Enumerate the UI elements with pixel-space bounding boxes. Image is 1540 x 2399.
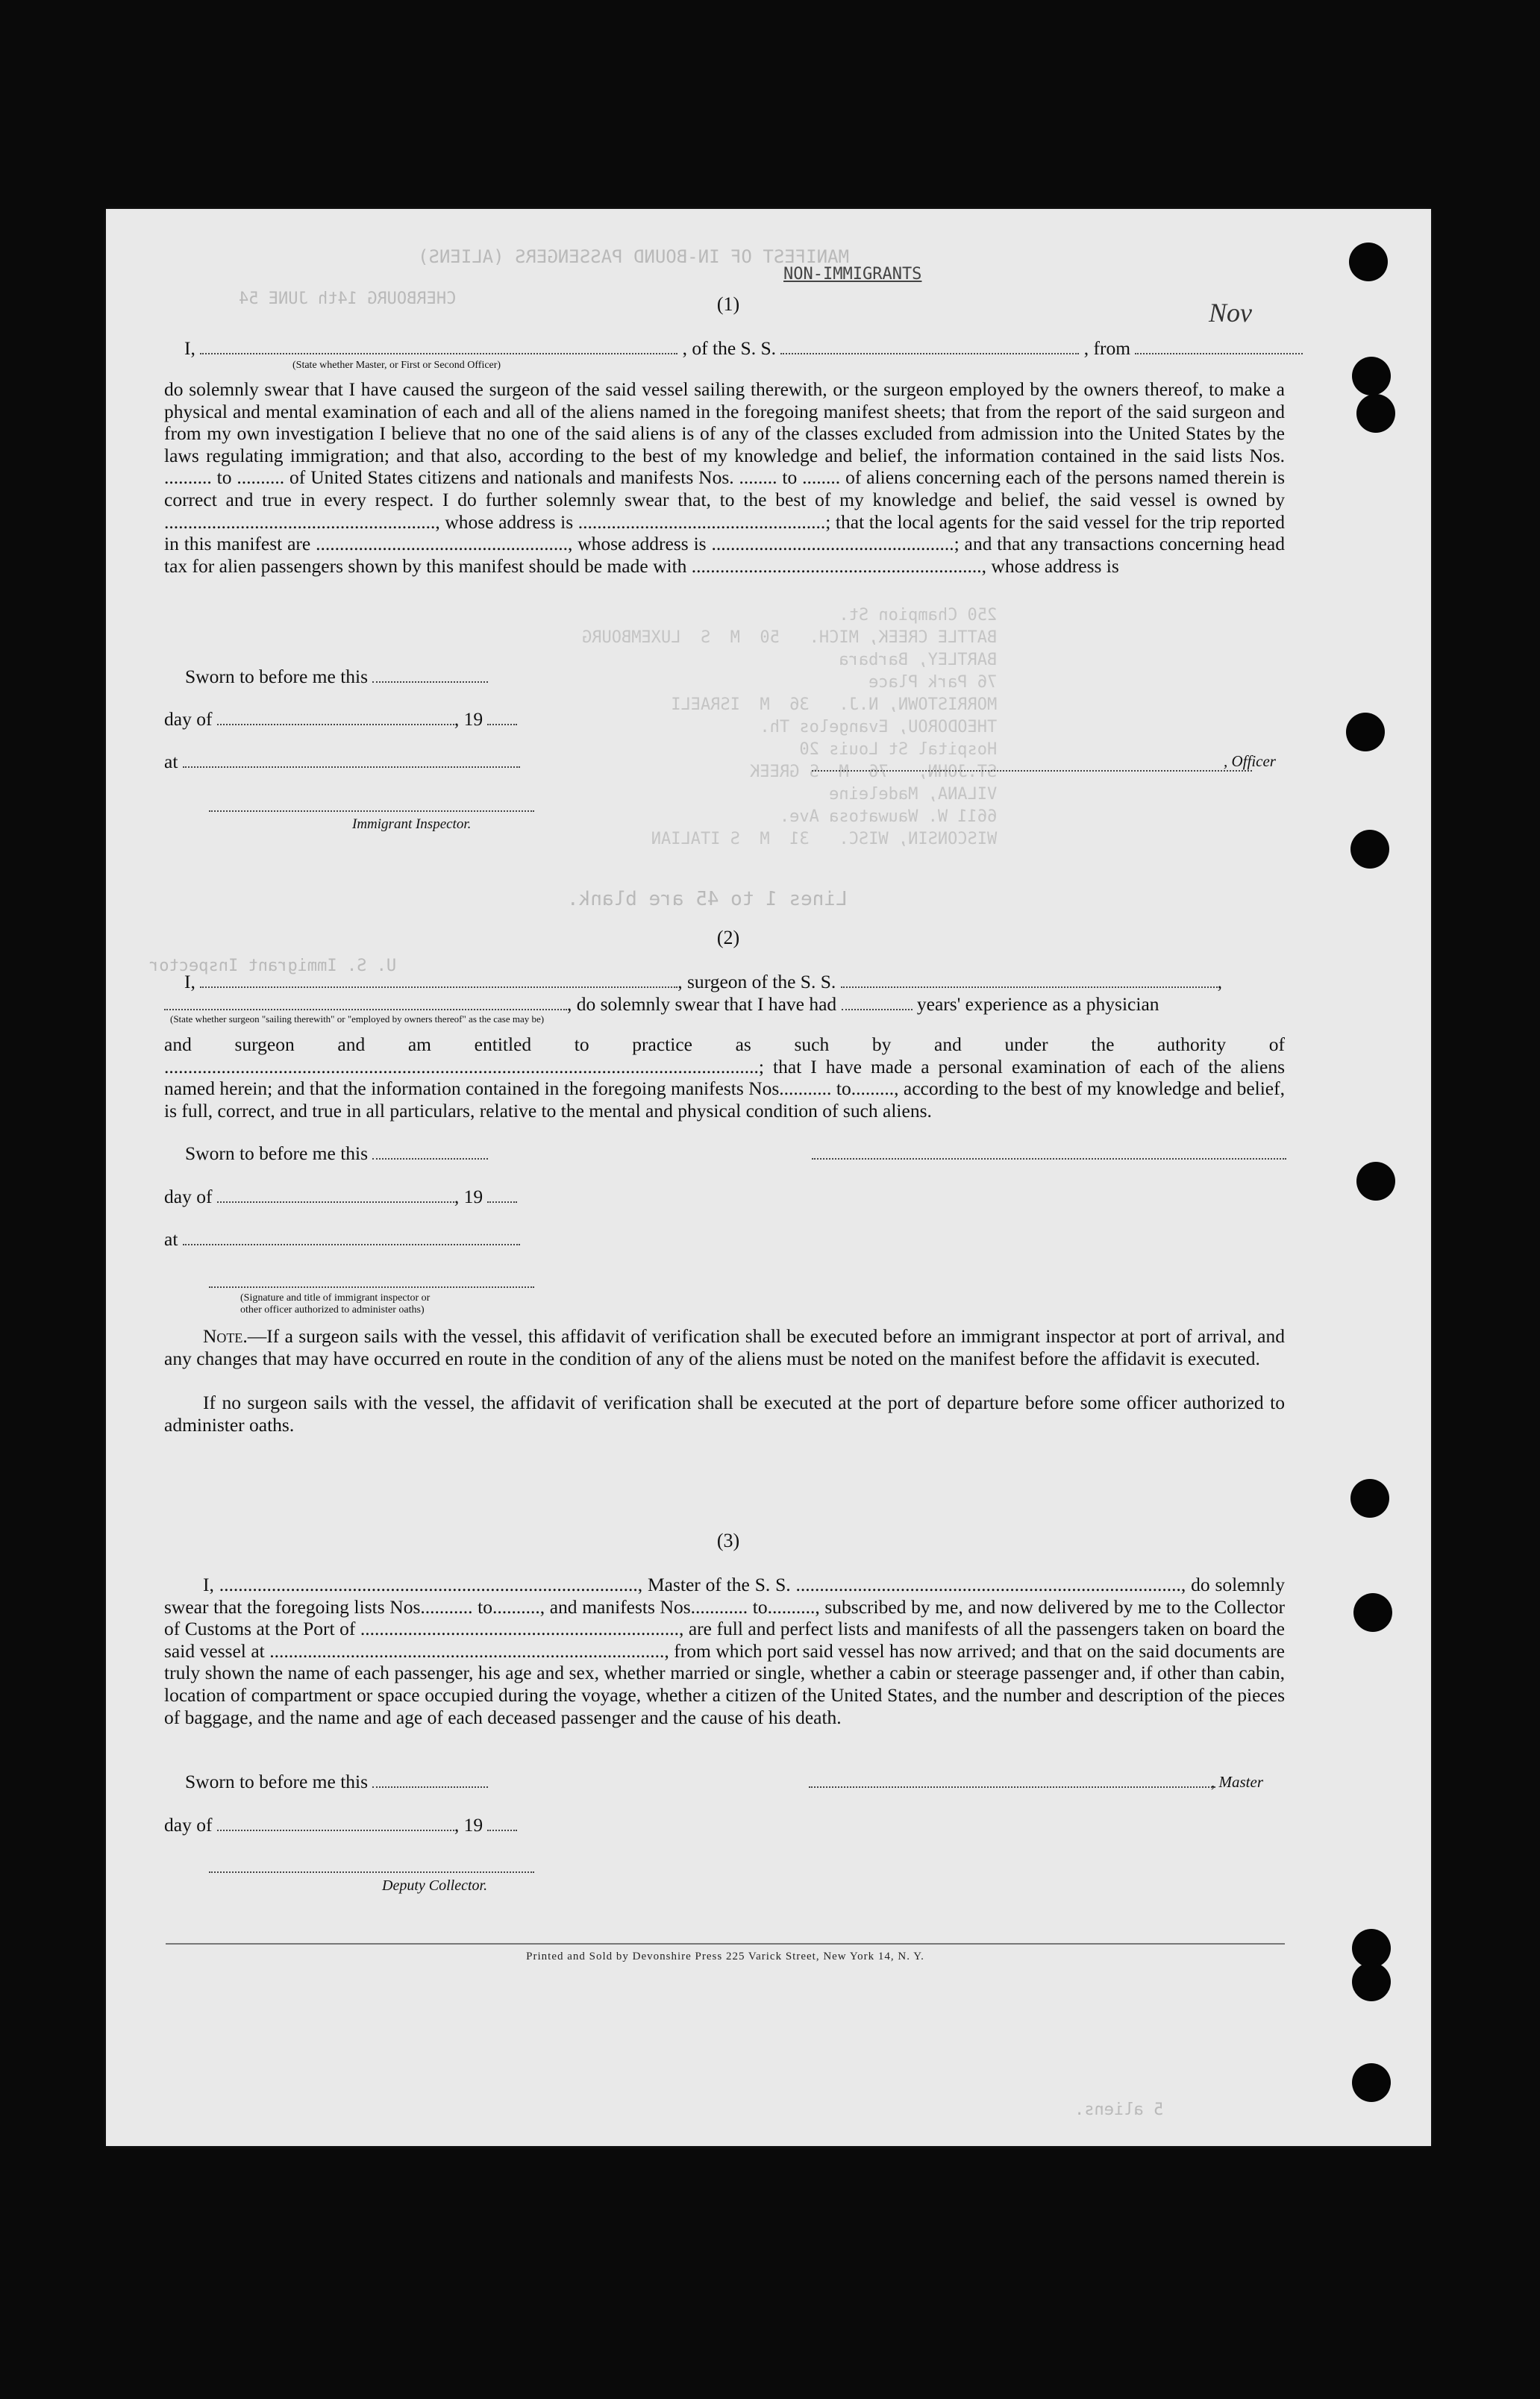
- section-1-number: (1): [716, 293, 740, 315]
- surgeon-ss-label: , surgeon of the S. S.: [677, 971, 836, 992]
- printer-footer: Printed and Sold by Devonshire Press 225 Varick Street, New York 14, N. Y.: [526, 1951, 924, 1962]
- day-blank-1: [217, 710, 454, 725]
- surgeon-name-blank: [200, 973, 677, 988]
- punch-hole: [1356, 1162, 1395, 1201]
- note-text-1: —If a surgeon sails with the vessel, this affidavit of verification shall be executed before an immigrant inspector at port of arrival, and any changes that may have occurred en route in the condition of any of the aliens must be noted on the manifest before the affidavit is executed.: [164, 1325, 1285, 1369]
- section-1-oath: do solemnly swear that I have caused the surgeon of the said vessel sailing therewith, or the surgeon employed by the owners thereof, to make a physical and mental examination of each and all of the aliens named in the foregoing manifest sheets; that from the report of the said surgeon and from my own investigation I believe that no one of the said aliens is of any of the classes excluded from admission into the United States by the laws regulating immigration; and that also, according to the best of my knowledge and belief, the information contained in the said lists Nos. .......... to .......... of United States citizens and nationals and manifests Nos. ........ to ........ of aliens concerning each of the persons named therein is correct and true in every respect. I do further solemnly swear that, to the best of my knowledge and belief, the said vessel is owned by ........................................................., whose address is ....................................................; that the local agents for the said vessel for the trip reported in this manifest are ....................................................., whose address is ...................................................; and that any transactions concerning head tax for alien passengers shown by this manifest should be made with ............................................................., whose address is: [164, 378, 1285, 577]
- immigrant-inspector-label: Immigrant Inspector.: [352, 816, 472, 832]
- at-label-2: at: [164, 1228, 178, 1250]
- collector-signature-line: [209, 1871, 534, 1873]
- ghost-bottom-line: 5 aliens.: [1074, 2101, 1164, 2119]
- state-note-2: (State whether surgeon "sailing therewith" or "employed by owners thereof" as the case may be): [170, 1013, 545, 1025]
- at-line-1: [164, 751, 520, 773]
- sworn-label-3: Sworn to before me this: [185, 1771, 369, 1792]
- at-blank-2: [183, 1230, 520, 1245]
- section-2-line-2: [164, 993, 1159, 1016]
- section-3-text: I, ........................................................................................, Master of the S. S. ................................................................................., do solemnly swear that the foregoing lists Nos........... to.........., and manifests Nos............ to.........., subscribed by me, and now delivered by me to the Collector of Customs at the Port of ..................................................................., are full and perfect lists and manifests of all the passengers taken on board the said vessel at ..................................................................................., from which port said vessel has now arrived; and that on the said documents are truly shown the name of each passenger, his age and sex, whether married or single, whether a cabin or steerage passenger and, if other than cabin, location of compartment or space occupied during the voyage, whether a citizen of the United States, and the number and description of the pieces of baggage, and the name and age of each deceased passenger and the cause of his death.: [164, 1574, 1285, 1728]
- sworn-blank-1: [372, 668, 488, 683]
- year-blank-1: [487, 710, 517, 725]
- at-line-2: [164, 1228, 520, 1251]
- punch-hole: [1349, 243, 1388, 281]
- section-2-oath: and surgeon and am entitled to practice as such by and under the authority of .............................................................................................................................; that I have made a personal examination of each of the aliens named herein; and that the information contained in the foregoing manifests Nos........... to........., according to the best of my knowledge and belief, is full, correct, and true in all particulars, relative to the mental and physical condition of such aliens.: [164, 1033, 1285, 1122]
- name-blank: [200, 340, 677, 354]
- year-blank-2: [487, 1188, 517, 1203]
- day-blank-2: [217, 1188, 454, 1203]
- years-label: years' experience as a physician: [916, 993, 1159, 1015]
- punch-hole: [1352, 357, 1391, 395]
- signature-note-2: other officer authorized to administer oaths): [240, 1304, 425, 1316]
- sworn-line-2: [185, 1142, 488, 1165]
- handwritten-nov: Nov: [1209, 298, 1252, 328]
- master-signature-line: [809, 1786, 1215, 1788]
- year-label-1: , 19: [454, 708, 483, 730]
- from-label: , from: [1083, 337, 1131, 359]
- from-blank: [1135, 340, 1303, 354]
- at-label-1: at: [164, 751, 178, 772]
- years-blank: [842, 995, 913, 1010]
- note-paragraph-2: [164, 1392, 1285, 1436]
- ghost-top-1: MANIFEST OF IN-BOUND PASSENGERS (ALIENS): [418, 246, 849, 267]
- master-label: , Master: [1211, 1773, 1263, 1791]
- officer-label: , Officer: [1224, 752, 1276, 770]
- section-1-line-1: [184, 337, 1303, 360]
- day-label-2: day of: [164, 1186, 213, 1207]
- year-label-3: , 19: [454, 1814, 483, 1836]
- punch-hole: [1356, 394, 1395, 433]
- note-label: Note.: [203, 1325, 248, 1347]
- sworn-blank-3: [372, 1773, 488, 1788]
- surgeon-vessel-blank: [841, 973, 1218, 988]
- signature-note-1: (Signature and title of immigrant inspector or: [240, 1292, 431, 1304]
- i-label: I,: [184, 337, 195, 359]
- non-immigrants-stamp: NON-IMMIGRANTS: [783, 265, 922, 284]
- year-label-2: , 19: [454, 1186, 483, 1207]
- footer-rule: [166, 1943, 1285, 1945]
- punch-hole: [1352, 2063, 1391, 2102]
- i-label-2: I,: [184, 971, 195, 992]
- punch-hole: [1352, 1962, 1391, 2001]
- inspector-signature-line-2: [209, 1286, 534, 1288]
- surgeon-type-blank: [164, 995, 567, 1010]
- ghost-inspector-line: U. S. Immigrant Inspector: [149, 957, 397, 975]
- day-line-2: [164, 1186, 517, 1208]
- punch-hole: [1353, 1593, 1392, 1632]
- day-line-3: [164, 1814, 517, 1836]
- at-blank-1: [183, 753, 520, 768]
- sworn-label-2: Sworn to before me this: [185, 1142, 369, 1164]
- inspector-signature-line: [209, 810, 534, 812]
- section-3-oath: [164, 1574, 1285, 1728]
- punch-hole: [1350, 830, 1389, 869]
- state-note-1: (State whether Master, or First or Second Officer): [292, 360, 501, 371]
- section-2-line-1: I, , surgeon of the S. S. ,: [184, 971, 1223, 992]
- day-line-1: [164, 708, 517, 731]
- sworn-line-1: [185, 666, 488, 688]
- sworn-blank-2: [372, 1145, 488, 1160]
- ghost-right-block: 250 Champion St. BATTLE CREEK, MICH. 50 M S LUXEMBOURG BARTLEY, Barbara 76 Park Place MORRISTOWN, N.J. 36 M ISRAELI THEODOROU, Evangelos Th. Hospital St Louis 20 ST.JOHN, 76 M S GREEK VILANA, Madeleine 6611 W. Wauwatosa Ave. WISCONSIN, WISC. 31 M S ITALIAN: [582, 606, 998, 848]
- sworn-label-1: Sworn to before me this: [185, 666, 369, 687]
- ghost-top-2: CHERBOURG 14th JUNE 54: [239, 290, 457, 308]
- year-blank-3: [487, 1816, 517, 1831]
- ghost-mid-line: Lines 1 to 45 are blank.: [567, 888, 848, 910]
- officer-signature-line: [812, 770, 1252, 772]
- surgeon-signature-line: [812, 1158, 1286, 1160]
- sworn-line-3: [185, 1771, 488, 1793]
- day-label-1: day of: [164, 708, 213, 730]
- day-label-3: day of: [164, 1814, 213, 1836]
- of-ss-label: , of the S. S.: [682, 337, 777, 359]
- section-2-number: (2): [716, 927, 740, 948]
- note-text-2: If no surgeon sails with the vessel, the affidavit of verification shall be executed at the port of departure before some officer authorized to administer oaths.: [164, 1392, 1285, 1436]
- swear-label: , do solemnly swear that I have had: [567, 993, 837, 1015]
- vessel-blank: [780, 340, 1079, 354]
- section-3-number: (3): [716, 1530, 740, 1551]
- punch-hole: [1350, 1479, 1389, 1518]
- punch-hole: [1346, 713, 1385, 751]
- deputy-collector-label: Deputy Collector.: [382, 1877, 488, 1894]
- note-paragraph-1: [164, 1325, 1285, 1369]
- day-blank-3: [217, 1816, 454, 1831]
